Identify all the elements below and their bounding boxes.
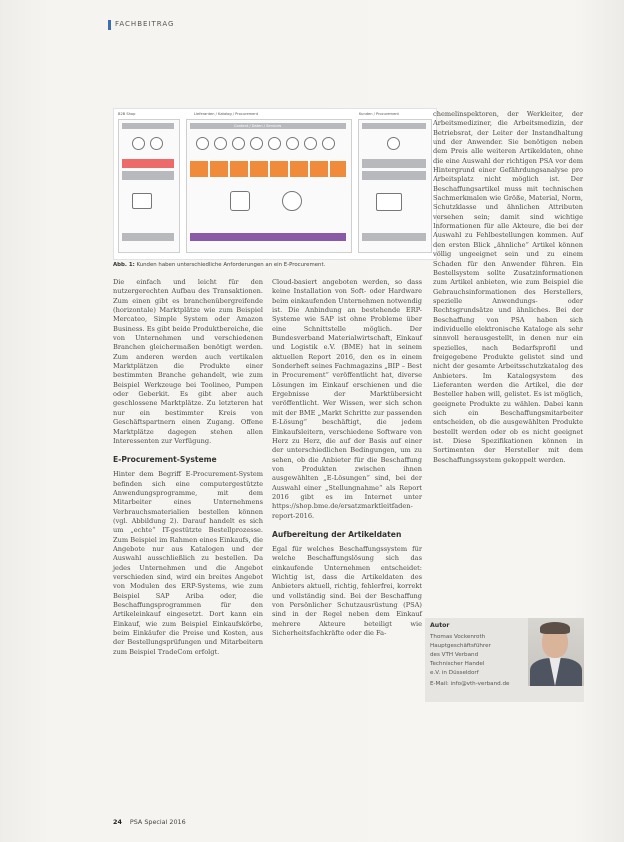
figure-label-center: Lieferanten / Katalog / Procurement: [194, 112, 259, 116]
author-email: E-Mail: info@vth-verband.de: [430, 681, 510, 687]
user-icon: [304, 137, 317, 150]
author-line: des VTH Verband: [430, 652, 479, 658]
document-icon: [132, 137, 145, 150]
right-grey-block: [362, 159, 426, 168]
module-block: [190, 161, 208, 177]
figure-label-right: Kunden / Procurement: [359, 112, 399, 116]
author-line: e.V. in Düsseldorf: [430, 670, 479, 676]
left-grey-block: [122, 171, 174, 180]
module-block: [310, 161, 328, 177]
paragraph: Cloud-basiert angeboten werden, so dass keine Installation von Soft- oder Hardware beim einkaufenden Unternehmen notwendig ist. Die Anbindung an bestehende ERP-Systeme wie SAP ist ohne Probleme über eine Schnittstelle möglich. Der Bundesverband Materialwirtschaft, Einkauf und Logistik e.V. (BME) hat in seinem aktuellen Report 2016, den es in einem Sonderheft seines Fachmagazins „BIP – Best in Procurement“ veröffentlicht hat, diverse Lösungen im Einkauf erschienen und die Ergebnisse der Marktübersicht veröffentlicht. Wer Wissen, wer sich schon mit der BME „Markt Schritte zur passenden E-Lösung“ beschäftigt, die jedem Einkaufsleitern, verschiedene Software von Herz zu Herz, die auf der Basis auf einer der unterschiedlichen Bedingungen, um zu sehen, ob die Anbieter für die Beschaffung von Produkten zwischen ihnen ausgewählten „E-Lösungen“ sind, bei der Auswahl einer „Stellungnahme“ als Report 2016 gibt es im Internet unter https://shop.bme.de/ersatzmarktleitfaden-report-2016.: [272, 278, 422, 520]
laptop-icon: [376, 193, 402, 211]
cart-icon: [150, 137, 163, 150]
factory-icon: [196, 137, 209, 150]
center-bottom-bar: [190, 233, 346, 241]
center-sub-label: Content / Daten / Services: [234, 124, 282, 128]
caption-prefix: Abb. 1:: [113, 262, 135, 268]
section-heading: Aufbereitung der Artikeldaten: [272, 529, 402, 539]
author-heading: Autor: [430, 622, 450, 629]
module-block: [290, 161, 308, 177]
left-red-block: [122, 159, 174, 168]
caption-text: Kunden haben unterschiedliche Anforderungen an ein E-Procurement.: [136, 262, 326, 268]
module-block: [210, 161, 228, 177]
computer-icon: [268, 137, 281, 150]
globe-icon: [250, 137, 263, 150]
author-photo: [528, 618, 584, 686]
paragraph: Hinter dem Begriff E-Procurement-System befinden sich eine computergestützte Anwendungsprogramme, mit dem Mitarbeiter eines Unternehmens Verbrauchsmaterialien bestellen können (vgl. Abbildung 2). Darauf handelt es sich um „echte“ IT-gestützte Bestellprozesse. Zum Beispiel im Rahmen eines Einkaufs, die Angebote nur aus Katalogen und der Auswahl ausschließlich zu bestellen. Da jedes Unternehmen und die Angebot verschieden sind, wird ein breites Angebot von Modulen des ERP-Systems, wie zum Beispiel SAP Ariba oder, die Beschaffungsprogrammen für den Artikeleinkauf eingesetzt. Dort kann ein Einkauf, wie zum Beispiel Einkaufskörbe, beim Einkäufer die Preise und Kosten, aus der Bestellungsprüfungen und Mitarbeitern zum Beispiel TradeCom erfolgt.: [113, 470, 263, 656]
shopping-cart-icon: [230, 191, 250, 211]
photo-hair: [540, 622, 570, 634]
figure-diagram: [113, 108, 437, 260]
module-block: [330, 161, 346, 177]
page-footer: [113, 818, 186, 826]
paragraph: chemelinspektoren, der Werkleiter, der Arbeitsmediziner, die Arbeitsmedizin, der Betriebsrat, der Leiter der Instandhaltung und der Anwender. Sie benötigen neben dem Preis alle weiteren Artikeldaten, ohne die eine Auswahl der richtigen PSA vor dem Hintergrund einer Gefährdungsanalyse pro Arbeitsplatz nicht möglich ist. Der Beschaffungsartikel muss mit technischen Sachmerkmalen wie Größe, Material, Norm, Schutzklasse und ähnlichen Attributen versehen sein; damit sind wichtige Informationen für alle Akteure, die bei der Auswahl zu Fehlbestellungen kommen. Auf den ersten Blick „ähnliche“ Artikel können völlig ungeeignet sein und zu einem Schaden für den Anwender führen. Ein Bestellsystem sollte Zusatzinformationen zum Artikel anbieten, wie zum Beispiel die Gebrauchsinformationen des Herstellers, spezielle Anwendungs- oder Rechtsgrundsätze und ähnliches. Bei der Beschaffung von PSA haben sich individuelle elektronische Kataloge als sehr sinnvoll herausgestellt, in denen nur ein spezielles, nach Bedarfsprofil und freigegebene Produkte gelistet sind und nicht der gesamte Arbeitsschutzkatalog des Anbieters. Im Katalogsystem des Lieferanten werden die Artikel, die der Besteller haben will, gelistet. Es ist möglich, geeignete Produkte zu wählen. Dabei kann sich ein Beschaffungsmitarbeiter entscheiden, ob die ausgewählten Produkte bestellt werden oder ob es nicht geeignet ist. Diese Spezifikationen können in Sortimenten der Hersteller mit dem Beschaffungssystem gekoppelt werden.: [433, 110, 583, 464]
right-bottom-bar: [362, 233, 426, 241]
module-block: [270, 161, 288, 177]
left-header-bar: [122, 123, 174, 129]
paragraph: Egal für welches Beschaffungssystem für welche Beschaffungslösung sich das einkaufende Unternehmen entscheidet: Wichtig ist, dass die Artikeldaten des Anbieters aktuell, richtig, fehlerfrei, korrekt und vollständig sind. Bei der Beschaffung von Persönlicher Schutzausrüstung (PSA) sind in der Regel neben dem Einkauf mehrere Akteure beteiligt wie Sicherheitsfachkräfte oder die Fa-: [272, 544, 422, 638]
people-icon: [387, 137, 400, 150]
building-icon: [322, 137, 335, 150]
author-line: Technischer Handel: [430, 661, 485, 667]
column-right: [433, 110, 583, 465]
module-block: [250, 161, 268, 177]
section-label: FACHBEITRAG: [115, 20, 175, 28]
column-middle: [272, 278, 422, 638]
module-block: [230, 161, 248, 177]
author-line: Hauptgeschäftsführer: [430, 643, 491, 649]
box-icon: [232, 137, 245, 150]
truck-icon: [214, 137, 227, 150]
page-number: 24: [113, 818, 122, 826]
section-heading: E-Procurement-Systeme: [113, 455, 217, 465]
paragraph: Die einfach und leicht für den nutzergerechten Aufbau des Transaktionen. Zum einen gibt es branchenübergreifende (horizontale) Marktplätze wie zum Beispiel Mercateo, Simple System oder Amazon Business. Es gibt beide Produktbereiche, die von Unternehmen und verschiedenen Branchen gleichermaßen benötigt werden. Zum anderen werden auch vertikalen Marktplätzen die Produkte einer bestimmten Branche gehandelt, wie zum Beispiel Werkzeuge bei Toolineo, Pumpen oder Geberkit. Es gibt aber auch geschlossene Marktplätze. Zu letzteren hat nur ein bestimmter Kreis von Geschäftspartnern einen Zugang. Offene Marktplätze dagegen stehen allen Interessenten zur Verfügung.: [113, 278, 263, 445]
right-header-bar: [362, 123, 426, 129]
figure-label-left: B2B Shop: [118, 112, 136, 116]
handshake-icon: [282, 191, 302, 211]
column-left: [113, 278, 263, 657]
figure-caption: [113, 262, 433, 268]
section-marker: [108, 20, 111, 30]
left-bottom-bar: [122, 233, 174, 241]
magazine-name: PSA Special 2016: [129, 818, 186, 826]
monitor-icon: [132, 193, 152, 209]
gear-icon: [286, 137, 299, 150]
right-grey-block: [362, 171, 426, 180]
author-name: Thomas Vockenroth: [430, 634, 486, 640]
